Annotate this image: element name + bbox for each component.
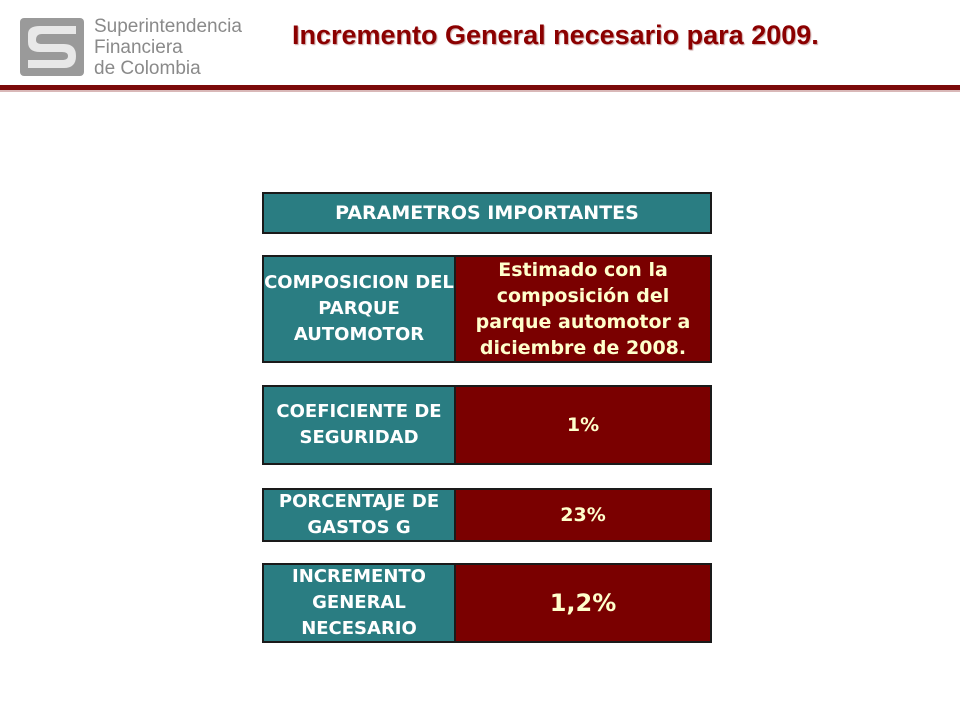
row-label-gastos: PORCENTAJE DE GASTOS G bbox=[262, 488, 456, 542]
logo-line-3: de Colombia bbox=[94, 58, 201, 79]
row-label-coeficiente: COEFICIENTE DE SEGURIDAD bbox=[262, 385, 456, 465]
logo bbox=[18, 14, 258, 84]
row-value-composicion: Estimado con la composición del parque automotor a diciembre de 2008. bbox=[454, 255, 712, 363]
slide-title: Incremento General necesario para 2009. bbox=[292, 20, 819, 50]
header-rule-shadow bbox=[0, 90, 960, 92]
row-label-composicion: COMPOSICION DEL PARQUE AUTOMOTOR bbox=[262, 255, 456, 363]
row-value-coeficiente: 1% bbox=[454, 385, 712, 465]
row-value-gastos: 23% bbox=[454, 488, 712, 542]
logo-line-2: Financiera bbox=[94, 37, 183, 58]
row-value-incremento: 1,2% bbox=[454, 563, 712, 643]
sfc-logo-icon bbox=[18, 14, 88, 80]
logo-text bbox=[94, 16, 242, 79]
parameters-heading: PARAMETROS IMPORTANTES bbox=[262, 192, 712, 234]
row-label-incremento: INCREMENTO GENERAL NECESARIO bbox=[262, 563, 456, 643]
logo-line-1: Superintendencia bbox=[94, 16, 242, 37]
